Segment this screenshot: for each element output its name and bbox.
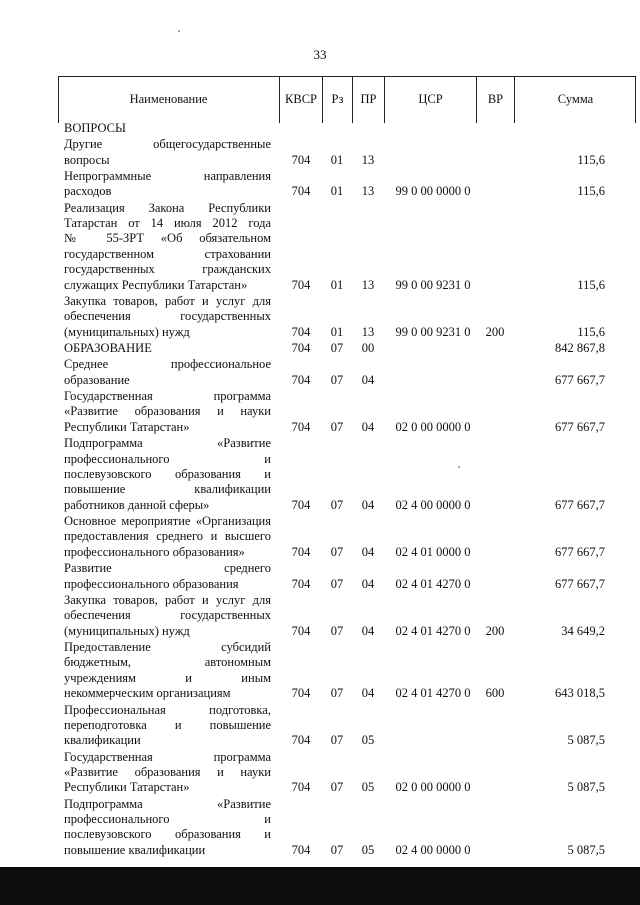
row-csr: 99 0 00 0000 0 xyxy=(395,184,471,199)
row-sum: 677 667,7 xyxy=(555,497,605,512)
row-name xyxy=(64,389,271,435)
row-pr: 13 xyxy=(361,152,375,167)
table-row xyxy=(0,201,640,293)
row-name-line: Предоставление субсидий xyxy=(64,640,271,654)
table-row xyxy=(0,750,640,796)
row-csr: 02 4 01 4270 0 xyxy=(395,686,471,701)
row-name-line: Подпрограмма «Развитие xyxy=(64,796,271,811)
row-name-line: послевузовского образования и xyxy=(64,827,271,842)
row-name-line: повышение квалификации xyxy=(64,482,271,497)
row-name xyxy=(64,436,271,513)
row-sum: 5 087,5 xyxy=(567,842,605,857)
row-sum: 115,6 xyxy=(577,152,605,167)
table-row xyxy=(0,640,640,702)
row-sum: 5 087,5 xyxy=(567,733,605,748)
row-pr: 04 xyxy=(361,623,375,638)
row-csr: 02 4 01 4270 0 xyxy=(395,576,471,591)
table-row xyxy=(0,169,640,200)
row-pr: 00 xyxy=(361,341,375,356)
row-rz: 07 xyxy=(330,780,344,795)
row-name-line: Закупка товаров, работ и услуг для xyxy=(64,592,271,607)
row-name-line: бюджетным, автономным xyxy=(64,655,271,670)
row-name-line: работников данной сферы» xyxy=(64,497,210,512)
row-name xyxy=(64,750,271,796)
row-name-line: Развитие среднего xyxy=(64,561,271,576)
row-name-line: Другие общегосударственные xyxy=(64,137,271,152)
page-number: 33 xyxy=(313,47,327,62)
row-vr: 200 xyxy=(485,623,505,638)
row-sum: 677 667,7 xyxy=(555,372,605,387)
row-kvsr: 704 xyxy=(291,497,311,512)
table-row xyxy=(0,436,640,513)
table-row xyxy=(0,137,640,168)
row-name-line: Татарстан от 14 июля 2012 года xyxy=(64,216,271,231)
row-name-line: (муниципальных) нужд xyxy=(64,324,190,339)
row-rz: 01 xyxy=(330,184,344,199)
row-csr: 99 0 00 9231 0 xyxy=(395,277,471,292)
row-name-line: «Развитие образования и науки xyxy=(64,764,271,779)
row-pr: 04 xyxy=(361,419,375,434)
row-csr: 02 4 01 0000 0 xyxy=(395,544,471,559)
row-rz: 07 xyxy=(330,623,344,638)
row-name-line: профессионального образования xyxy=(64,576,239,591)
row-name-line: профессионального и xyxy=(64,812,271,827)
row-name-line: повышение квалификации xyxy=(64,842,206,857)
row-name xyxy=(64,797,271,859)
row-sum: 5 087,5 xyxy=(567,780,605,795)
table-row xyxy=(0,703,640,749)
row-pr: 04 xyxy=(361,576,375,591)
row-pr: 05 xyxy=(361,842,375,857)
row-rz: 07 xyxy=(330,372,344,387)
row-rz: 07 xyxy=(330,686,344,701)
row-csr: 02 0 00 0000 0 xyxy=(395,780,471,795)
row-name-line: (муниципальных) нужд xyxy=(64,623,190,638)
row-name-line: некоммерческим организациям xyxy=(64,686,231,701)
row-kvsr: 704 xyxy=(291,341,311,356)
row-name-line: профессионального образования» xyxy=(64,544,245,559)
row-name-line: служащих Республики Татарстан» xyxy=(64,277,248,292)
row-vr: 600 xyxy=(485,686,505,701)
row-name-line: Подпрограмма «Развитие xyxy=(64,436,271,451)
row-name-line: Республики Татарстан» xyxy=(64,780,190,795)
header-pr: ПР xyxy=(352,76,384,123)
row-name-line: Основное мероприятие «Организация xyxy=(64,514,271,529)
header-sum: Сумма xyxy=(514,76,636,123)
scan-speck xyxy=(458,466,460,468)
row-name-line: расходов xyxy=(64,184,112,199)
table-row xyxy=(0,121,640,136)
row-kvsr: 704 xyxy=(291,686,311,701)
row-sum: 677 667,7 xyxy=(555,544,605,559)
row-name-line: квалификации xyxy=(64,733,141,748)
header-csr: ЦСР xyxy=(384,76,476,123)
row-name xyxy=(64,514,271,560)
row-sum: 842 867,8 xyxy=(555,341,605,356)
row-kvsr: 704 xyxy=(291,780,311,795)
row-kvsr: 704 xyxy=(291,576,311,591)
row-pr: 05 xyxy=(361,733,375,748)
row-rz: 07 xyxy=(330,842,344,857)
row-sum: 677 667,7 xyxy=(555,576,605,591)
row-sum: 115,6 xyxy=(577,277,605,292)
table-row xyxy=(0,797,640,859)
row-pr: 13 xyxy=(361,277,375,292)
row-kvsr: 704 xyxy=(291,419,311,434)
row-rz: 07 xyxy=(330,544,344,559)
row-pr: 04 xyxy=(361,497,375,512)
row-name xyxy=(64,121,271,136)
row-name xyxy=(64,341,271,356)
row-csr: 02 4 00 0000 0 xyxy=(395,842,471,857)
row-kvsr: 704 xyxy=(291,324,311,339)
row-pr: 04 xyxy=(361,544,375,559)
row-name xyxy=(64,201,271,293)
row-csr: 02 0 00 0000 0 xyxy=(395,419,471,434)
row-name-line: Среднее профессиональное xyxy=(64,357,271,372)
row-name-line: Государственная программа xyxy=(64,749,271,764)
row-name-line: профессионального и xyxy=(64,451,271,466)
row-name-line: обеспечения государственных xyxy=(64,608,271,623)
row-kvsr: 704 xyxy=(291,544,311,559)
row-name-line: ВОПРОСЫ xyxy=(64,121,126,135)
row-name-line: ОБРАЗОВАНИЕ xyxy=(64,341,152,356)
header-kvsr: КВСР xyxy=(279,76,322,123)
row-kvsr: 704 xyxy=(291,277,311,292)
row-name-line: переподготовка и повышение xyxy=(64,717,271,732)
row-name-line: «Развитие образования и науки xyxy=(64,404,271,419)
scan-border xyxy=(0,867,640,905)
row-kvsr: 704 xyxy=(291,842,311,857)
row-csr: 02 4 01 4270 0 xyxy=(395,623,471,638)
row-pr: 05 xyxy=(361,780,375,795)
row-kvsr: 704 xyxy=(291,733,311,748)
row-rz: 07 xyxy=(330,497,344,512)
row-rz: 07 xyxy=(330,341,344,356)
row-pr: 04 xyxy=(361,372,375,387)
row-name-line: предоставления среднего и высшего xyxy=(64,529,271,544)
table-row xyxy=(0,357,640,388)
row-rz: 01 xyxy=(330,152,344,167)
row-name-line: Непрограммные направления xyxy=(64,169,271,183)
row-pr: 04 xyxy=(361,686,375,701)
table-row xyxy=(0,341,640,356)
table-row xyxy=(0,561,640,592)
table-row xyxy=(0,593,640,639)
row-sum: 115,6 xyxy=(577,324,605,339)
table-row xyxy=(0,389,640,435)
row-sum: 677 667,7 xyxy=(555,419,605,434)
row-name xyxy=(64,137,271,168)
row-name xyxy=(64,357,271,388)
row-name-line: № 55-ЗРТ «Об обязательном xyxy=(64,231,271,246)
row-name-line: обеспечения государственных xyxy=(64,309,271,324)
row-sum: 643 018,5 xyxy=(555,686,605,701)
row-name-line: учреждениям и иным xyxy=(64,670,271,685)
row-rz: 07 xyxy=(330,733,344,748)
row-vr: 200 xyxy=(485,324,505,339)
row-csr: 02 4 00 0000 0 xyxy=(395,497,471,512)
header-vr: ВР xyxy=(476,76,514,123)
row-name xyxy=(64,703,271,749)
row-rz: 07 xyxy=(330,576,344,591)
row-name-line: государственных гражданских xyxy=(64,262,271,277)
header-name: Наименование xyxy=(129,92,208,106)
row-name-line: вопросы xyxy=(64,152,110,167)
row-name-line: государственном страховании xyxy=(64,246,271,261)
row-rz: 01 xyxy=(330,277,344,292)
row-rz: 01 xyxy=(330,324,344,339)
header-rz: Рз xyxy=(322,76,352,123)
row-name-line: Закупка товаров, работ и услуг для xyxy=(64,294,271,308)
row-name-line: Профессиональная подготовка, xyxy=(64,702,271,717)
table-row xyxy=(0,514,640,560)
row-kvsr: 704 xyxy=(291,184,311,199)
row-pr: 13 xyxy=(361,184,375,199)
row-name-line: Государственная программа xyxy=(64,389,271,404)
scan-speck xyxy=(178,30,180,32)
row-name-line: образование xyxy=(64,372,130,387)
row-name-line: послевузовского образования и xyxy=(64,466,271,481)
row-name-line: Республики Татарстан» xyxy=(64,419,190,434)
row-name xyxy=(64,169,271,200)
row-name xyxy=(64,561,271,592)
row-name xyxy=(64,294,271,340)
row-kvsr: 704 xyxy=(291,372,311,387)
row-pr: 13 xyxy=(361,324,375,339)
row-sum: 34 649,2 xyxy=(561,623,605,638)
table-row xyxy=(0,294,640,340)
row-name xyxy=(64,593,271,639)
row-kvsr: 704 xyxy=(291,623,311,638)
row-name xyxy=(64,640,271,702)
row-rz: 07 xyxy=(330,419,344,434)
row-kvsr: 704 xyxy=(291,152,311,167)
row-name-line: Реализация Закона Республики xyxy=(64,200,271,215)
row-csr: 99 0 00 9231 0 xyxy=(395,324,471,339)
row-sum: 115,6 xyxy=(577,184,605,199)
